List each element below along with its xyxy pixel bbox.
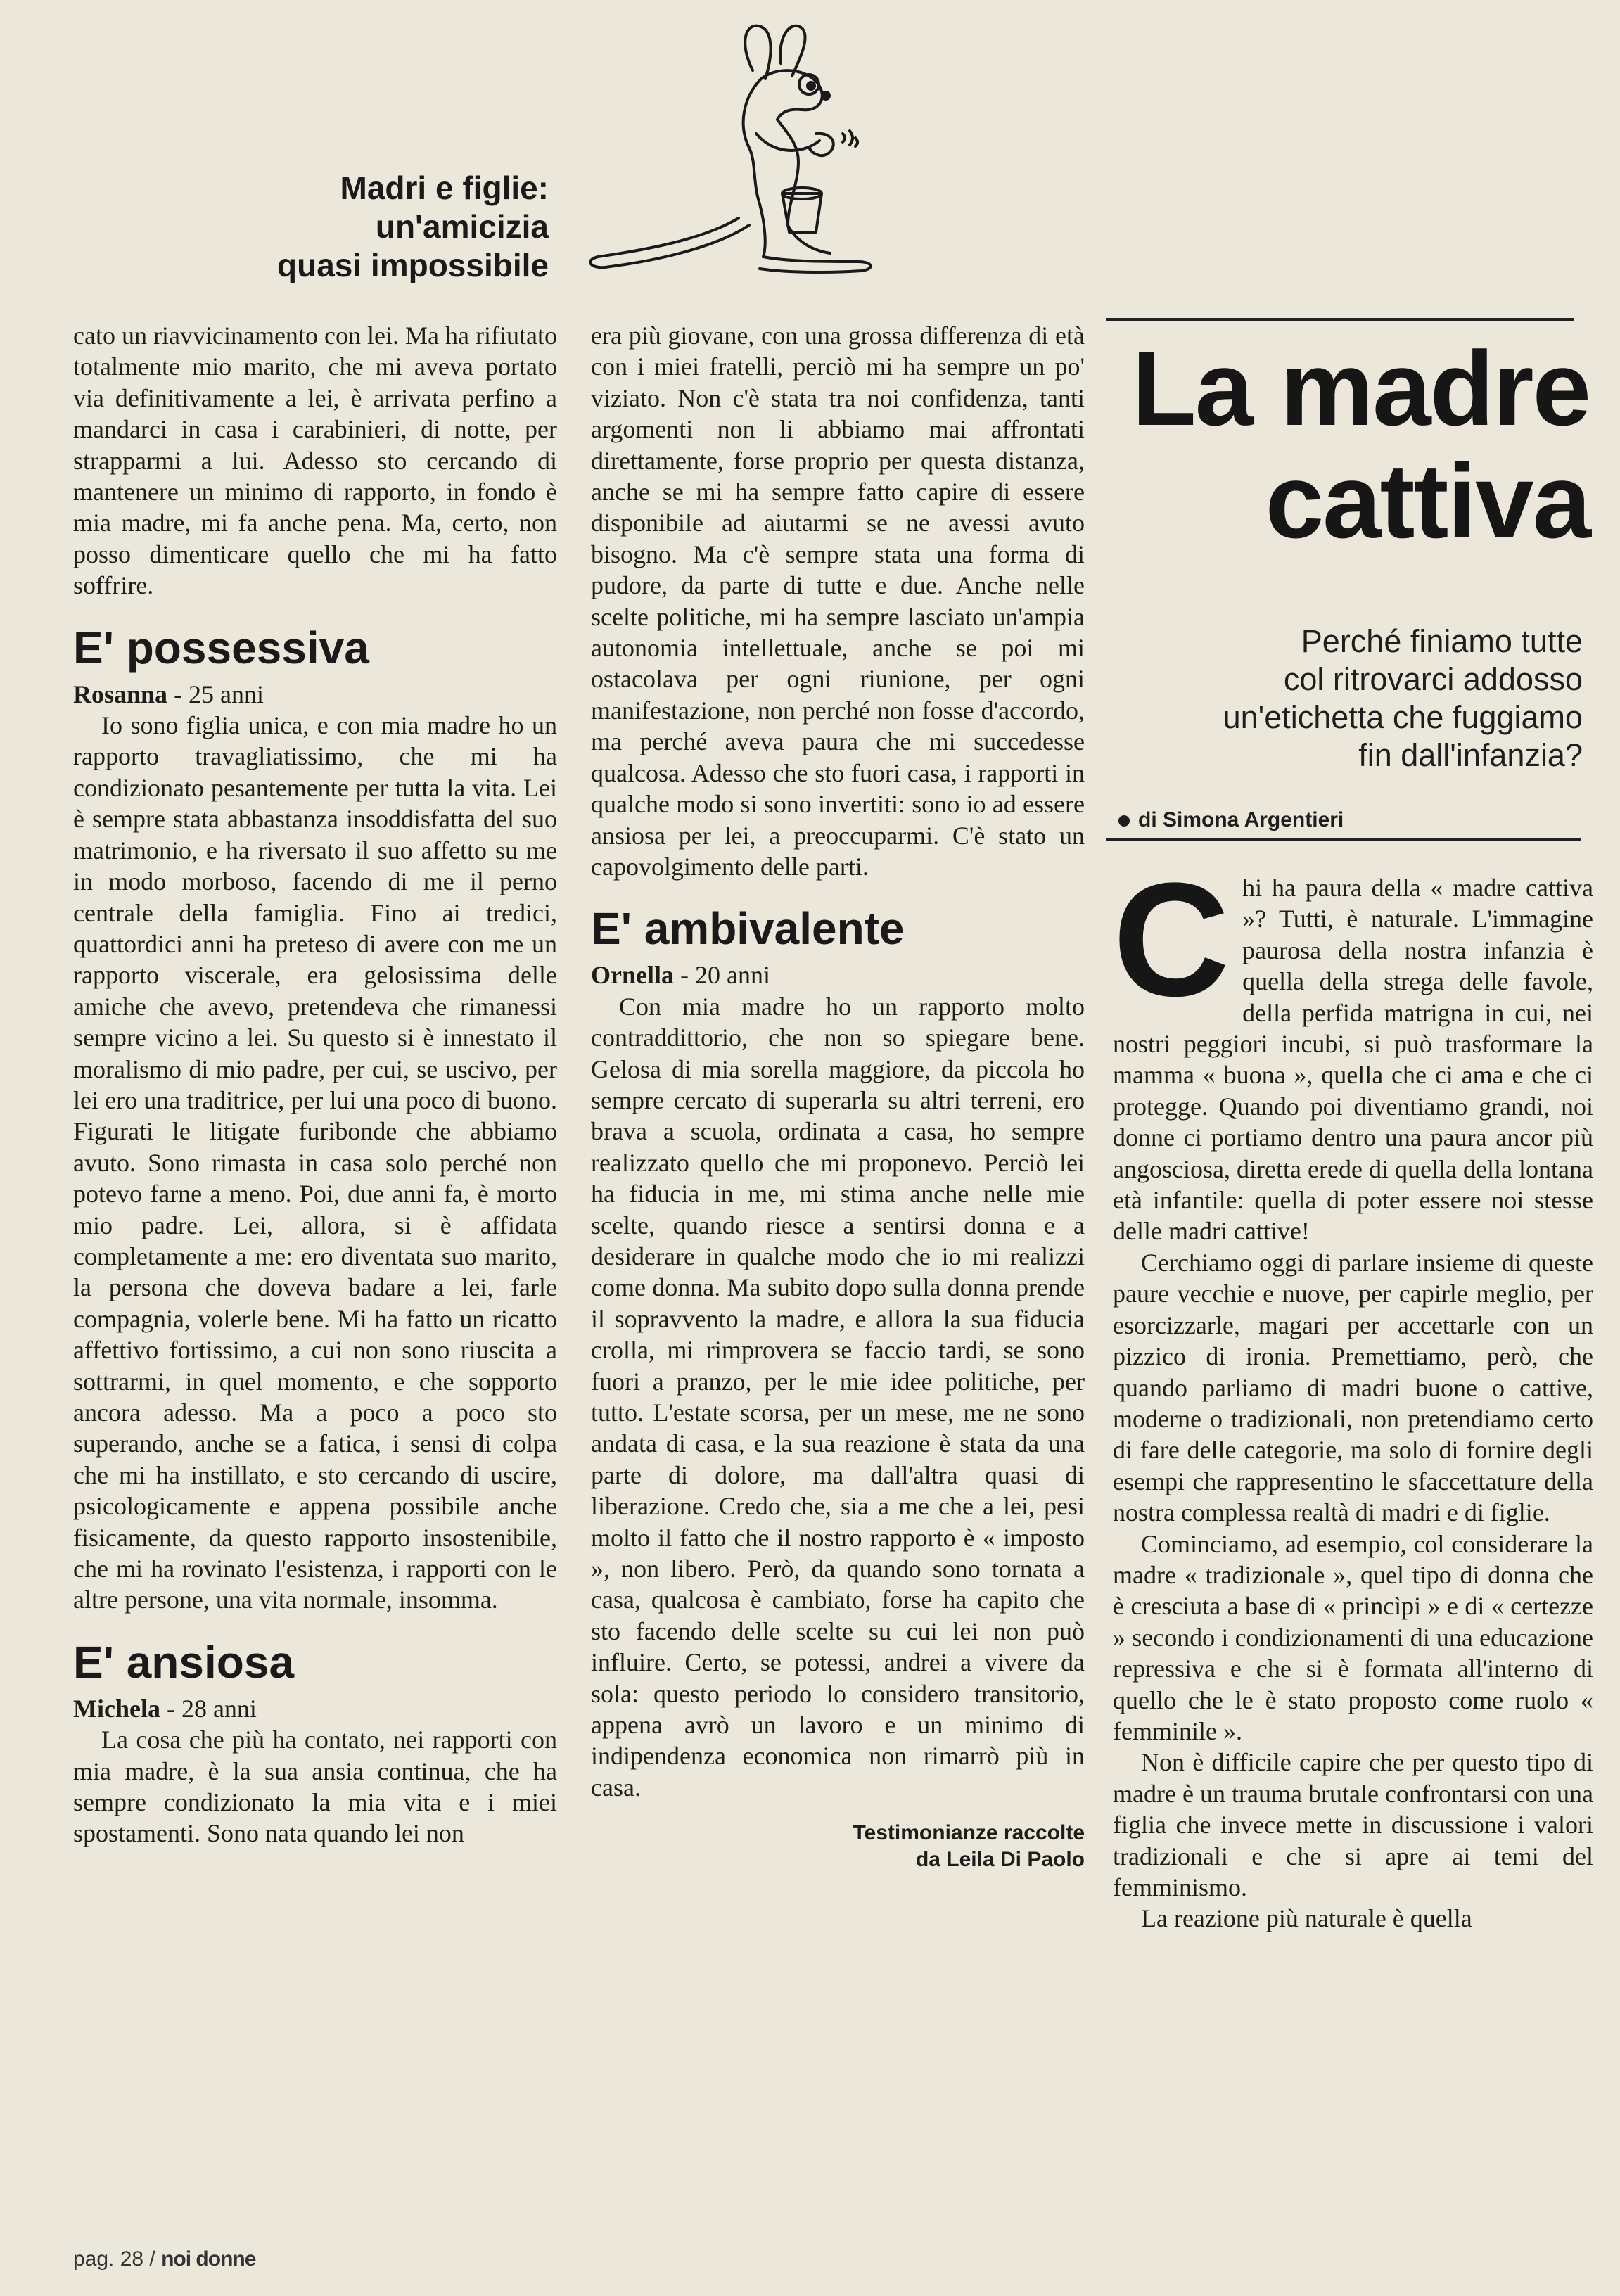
subtitle-line-2: col ritrovarci addosso: [1283, 661, 1583, 697]
persona-name: Ornella: [591, 961, 674, 990]
kicker-line-3: quasi impossibile: [277, 247, 549, 283]
persona-michela: [73, 1693, 557, 1724]
kicker-line-1: Madri e figlie:: [340, 170, 549, 206]
heading-possessiva: E' possessiva: [73, 622, 369, 673]
bullet-icon: [1118, 815, 1130, 827]
attribution-line-2: da Leila Di Paolo: [915, 1848, 1085, 1872]
article-title: [1097, 329, 1590, 560]
article-paragraph-5: La reazione più naturale è quella: [1141, 1904, 1472, 1933]
page-footer: [73, 2247, 255, 2271]
subtitle-line-4: fin dall'infanzia?: [1358, 737, 1583, 773]
article-paragraph-4: Non è difficile capire che per questo tipo di madre è un trauma brutale confrontarsi con una figlia che invece mette in discussione i valori tradizionali e che si apre ai temi del femminismo.: [1113, 1748, 1593, 1901]
testimony-ornella: Con mia madre ho un rapporto molto contraddittorio, che non so spiegare bene. Gelosa di mia sorella maggiore, da piccola ho sempre cercato di superarla su altri terreni, ero brava a scuola, ordinata a casa, ho sempre realizzato quello che mi proponevo. Perciò lei ha fiducia in me, mi stima anche nelle mie scelte, quando riesce a sentirsi donna e a desiderare in qualche modo che io mi realizzi come donna. Ma subito dopo sulla donna prende il sopravvento la madre, e allora la sua fiducia crolla, mi rimprovera se faccio tardi, se sono fuori a pranzo, per le mie idee politiche, per tutto. L'estate scorsa, per un mese, me ne sono andata di casa, e la sua reazione è stata da una parte di dolore, ma dall'altra quasi di liberazione. Credo che, sia a me che a lei, pesi molto il fatto che il nostro rapporto è « imposto », non libero. Però, da quando sono tornata a casa, qualcosa è cambiato, forse ha capito che sto facendo delle scelte su cui lei non può influire. Certo, se potessi, andrei a vivere da sola: questo periodo lo considero transitorio, appena avrò un lavoro e un minimo di indipendenza economica non rimarrò più in casa.: [591, 992, 1085, 1801]
footer-separator: /: [143, 2247, 162, 2271]
magazine-brand: noi donne: [161, 2247, 256, 2271]
column-1-intro: cato un riavvicinamento con lei. Ma ha rifiutato totalmente mio marito, che mi aveva portato via definitivamente a lei, è arrivata perfino a mandarci in casa i carabinieri, di notte, per strapparmi a lui. Adesso sto cercando di mantenere un minimo di rapporto, in fondo è mia madre, mi fa anche pena. Ma, certo, non posso dimenticare quello che mi ha fatto soffrire.: [73, 321, 557, 600]
persona-age: - 28 anni: [160, 1694, 257, 1723]
byline-text: di Simona Argentieri: [1138, 808, 1344, 831]
heading-ansiosa: E' ansiosa: [73, 1636, 295, 1688]
title-top-rule: [1106, 318, 1574, 321]
title-line-2: cattiva: [1265, 442, 1590, 560]
drop-cap: C: [1113, 849, 1230, 1030]
kicker-line-2: un'amicizia: [375, 208, 549, 245]
section-kicker: [211, 169, 549, 285]
persona-name: Michela: [73, 1694, 160, 1723]
persona-age: - 25 anni: [167, 680, 264, 708]
column-2-intro: era più giovane, con una grossa differenza di età con i miei fratelli, perciò mi ha sempre un po' viziato. Non c'è stata tra noi confidenza, tanti argomenti non li abbiamo mai affrontati direttamente, forse proprio per questa distanza, anche se mi ha sempre fatto capire di essere disponibile ad aiutarmi se ne avessi avuto bisogno. Ma c'è sempre stata una forma di pudore, da parte di tutte e due. Anche nelle scelte politiche, mi ha sempre lasciato un'ampia autonomia intellettuale, anche se poi mi ostacolava per ogni riunione, per ogni manifestazione, non perché non fosse d'accordo, ma perché aveva paura che mi succedesse qualcosa. Adesso che sto fuori casa, i rapporti in qualche modo si sono invertiti: sono io ad essere ansiosa per lei, a preoccuparmi. C'è stato un capovolgimento delle parti.: [591, 321, 1085, 881]
article-paragraph-1: [1113, 849, 1593, 1247]
persona-name: Rosanna: [73, 680, 168, 708]
article-paragraph-2: Cerchiamo oggi di parlare insieme di queste paure vecchie e nuove, per capirle meglio, per esorcizzarle, magari per accettarle con un pizzico di ironia. Premettiamo, però, che quando parliamo di madri buone o cattive, moderne o tradizionali, non pretendiamo certo di fare delle categorie, ma solo di fornire degli esempi che rappresentino le sfaccettature della nostra complessa realtà di madri e di figlie.: [1113, 1248, 1593, 1527]
article-paragraph-1-text: hi ha paura della « madre cattiva »? Tutti, è naturale. L'immagine paurosa della nostra infanzia è quella della strega delle favole, della perfida matrigna in cui, nei nostri peggiori incubi, si può trasformare la mamma « buona », quella che ci ama e che ci protegge. Quando poi diventiamo grandi, noi donne ci portiamo dentro una paura ancor più angosciosa, diretta erede di quella della lontana età infantile: quella di poter essere noi stesse delle madri cattive!: [1113, 874, 1593, 1246]
attribution: [591, 1820, 1085, 1873]
kangaroo-cartoon-icon: [577, 14, 900, 288]
heading-ambivalente: E' ambivalente: [591, 903, 905, 955]
column-1: [73, 320, 557, 1849]
byline-rule: [1106, 838, 1581, 841]
title-line-1: La madre: [1132, 329, 1590, 447]
persona-ornella: [591, 959, 1085, 990]
column-3: [1113, 849, 1593, 1934]
column-2: [591, 320, 1085, 1873]
testimony-rosanna: Io sono figlia unica, e con mia madre ho un rapporto travagliatissimo, che mi ha condizionato pesantemente per tutta la vita. Lei è sempre stata abbastanza insoddisfatta del suo matrimonio, e ha riversato il suo affetto su me in modo morboso, facendo di me il perno centrale della famiglia. Fino ai tredici, quattordici anni ha preteso di avere con me un rapporto viscerale, era gelosissima delle amiche che avevo, pretendeva che rimanessi sempre vicino a lei. Su questo si è innestato il moralismo di mio padre, per cui, se uscivo, per lei ero una traditrice, per lui una poco di buono. Figurati le litigate furibonde che abbiamo avuto. Sono rimasta in casa solo perché non potevo farne a meno. Poi, due anni fa, è morto mio padre. Lei, allora, si è affidata completamente a me: ero diventata suo marito, la persona che doveva badare a lei, farle compagnia, volerle bene. Mi ha fatto un ricatto affettivo fortissimo, a cui non sono riuscita a sottrarmi, in quel momento, e che sopporto ancora adesso. Ma a poco a poco sto superando, anche se a fatica, i sensi di colpa che mi ha instillato, e sto cercando di uscire, psicologicamente e appena possibile anche fisicamente, da questo rapporto insostenibile, che mi ha rovinato l'esistenza, i rapporti con le altre persone, una vita normale, insomma.: [73, 711, 557, 1614]
byline: [1118, 808, 1555, 833]
page-number: pag. 28: [73, 2247, 144, 2271]
attribution-line-1: Testimonianze raccolte: [853, 1821, 1085, 1845]
testimony-michela: La cosa che più ha contato, nei rapporti con mia madre, è la sua ansia continua, che ha sempre condizionato la mia vita e i miei spostamenti. Sono nata quando lei non: [73, 1726, 557, 1848]
persona-rosanna: [73, 679, 557, 710]
subtitle-line-3: un'etichetta che fuggiamo: [1223, 699, 1583, 735]
article-paragraph-3: Cominciamo, ad esempio, col considerare la madre « tradizionale », quel tipo di donna che è cresciuta a base di « princìpi » e di « certezze » secondo i condizionamenti di una educazione repressiva e che si è formata all'interno di quello che le è stato proposto come ruolo « femminile ».: [1113, 1529, 1593, 1745]
persona-age: - 20 anni: [673, 961, 770, 990]
subtitle-line-1: Perché finiamo tutte: [1301, 623, 1583, 659]
article-subtitle: [1118, 623, 1583, 774]
